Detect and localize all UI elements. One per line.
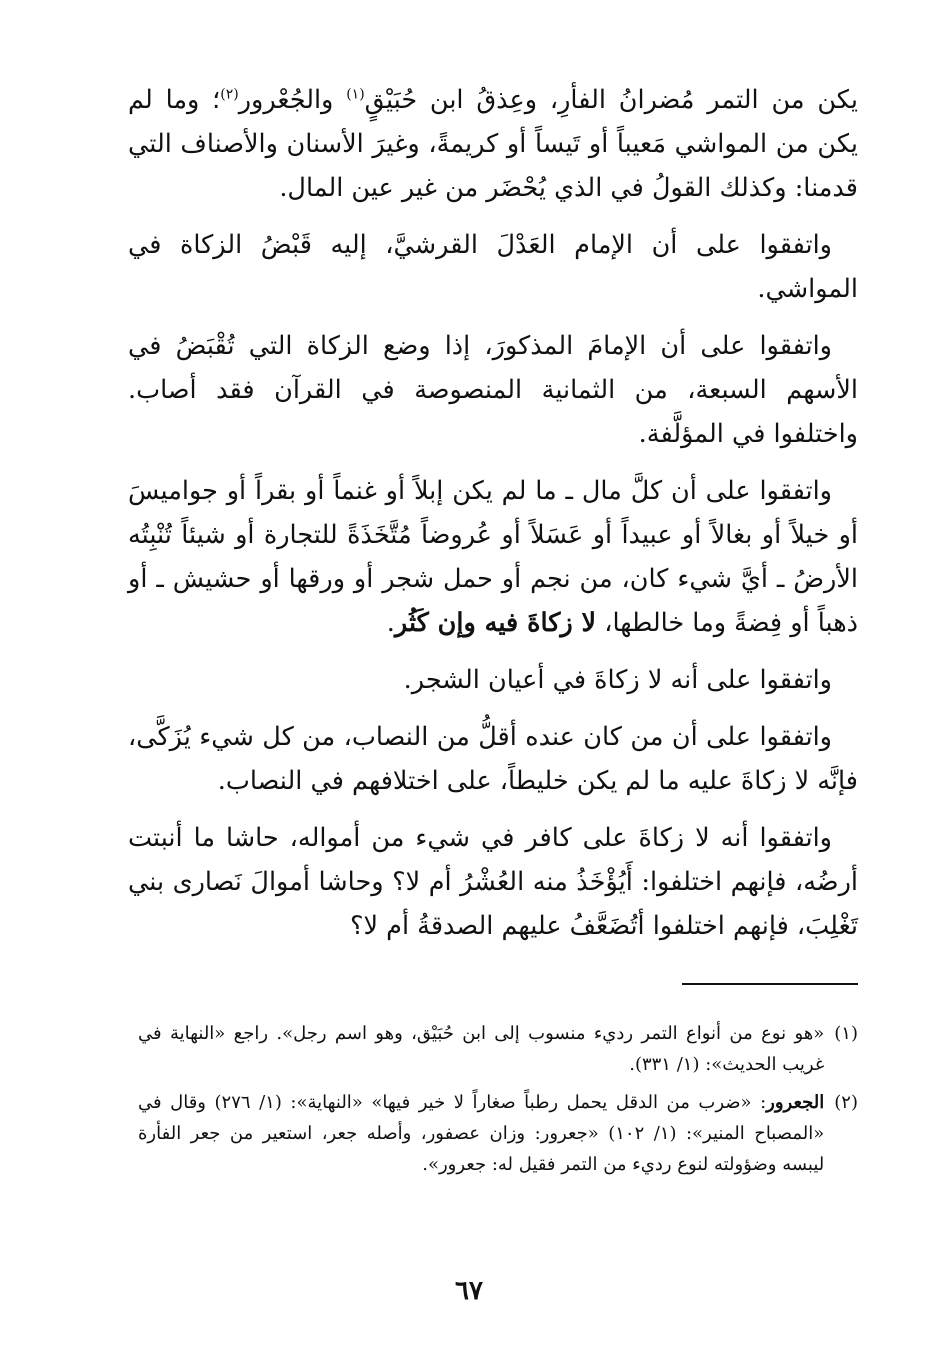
main-text — [128, 78, 858, 961]
page-number: ٦٧ — [455, 1276, 483, 1306]
paragraph-7: واتفقوا أنه لا زكاةَ على كافر في شيء من أمواله، حاشا ما أنبتت أرضُه، فإنهم اختلفوا: أَيُؤْخَذُ منه العُشْرُ أم لا؟ وحاشا أموالَ نَصارى بني تَغْلِبَ، فإنهم اختلفوا أتُضَعَّفُ عليهم الصدقةُ أم لا؟ — [128, 823, 858, 941]
paragraph-2: واتفقوا على أن الإمام العَدْلَ القرشيَّ، إليه قَبْضُ الزكاة في المواشي. — [128, 230, 858, 304]
footnote-2 — [138, 1087, 858, 1180]
footnote-text: «هو نوع من أنواع التمر رديء منسوب إلى ابن حُبَيْق، وهو اسم رجل». راجع «النهاية في غريب الحديث»: (١/ ٣٣١). — [138, 1023, 825, 1075]
footnote-text: الجعرور: «ضرب من الدقل يحمل رطباً صغاراً لا خير فيها» «النهاية»: (١/ ٢٧٦) وقال في «المصباح المنير»: (١/ ١٠٢) «جعرور: وزان عصفور، وأصله جعر، استعير من جعر الفأرة ليبسه وضؤولته لنوع رديء من التمر فقيل له: جعرور». — [138, 1092, 825, 1175]
paragraph-1: يكن من التمر مُضرانُ الفأرِ، وعِذقُ ابن حُبَيْقٍ$^{(١)}$ والجُعْرور$^{(٢)}$؛ وما لم يكن من المواشي مَعيباً أو تَيساً أو كريمةً، وغيرَ الأسنان والأصناف التي قدمنا: وكذلك القولُ في الذي يُحْضَر من غير عين المال. — [128, 85, 858, 203]
footnote-ref-2[interactable]: (٢) — [220, 86, 239, 103]
footnote-number: (٢) — [834, 1092, 858, 1113]
paragraph-4: واتفقوا على أن كلَّ مال ـ ما لم يكن إبلاً أو غنماً أو بقراً أو جواميسَ أو خيلاً أو بغالاً أو عبيداً أو عَسَلاً أو عُروضاً مُتَّخَذَةً للتجارة أو شيئاً تُنْبِتُه الأرضُ ـ أيَّ شيء كان، من نجم أو حمل شجر أو ورقها أو حشيش ـ أو ذهباً أو فِضةً وما خالطها، لا زكاةَ فيه وإن كَثُر. — [128, 476, 858, 638]
paragraph-5: واتفقوا على أنه لا زكاةَ في أعيان الشجر. — [403, 665, 832, 695]
paragraph-3: واتفقوا على أن الإمامَ المذكورَ، إذا وضع الزكاة التي تُقْبَضُ في الأسهم السبعة، من الثمانية المنصوصة في القرآن فقد أصاب. واختلفوا في المؤلَّفة. — [128, 331, 858, 449]
footnote-number: (١) — [834, 1023, 858, 1044]
footnote-1 — [138, 1018, 858, 1080]
paragraph-6: واتفقوا على أن من كان عنده أقلُّ من النصاب، من كل شيء يُزَكَّى، فإنَّه لا زكاةَ عليه ما لم يكن خليطاً، على اختلافهم في النصاب. — [128, 722, 858, 796]
footnote-term: الجعرور — [766, 1092, 825, 1113]
footnote-separator — [682, 983, 858, 985]
bold-phrase: لا زكاةَ فيه وإن كَثُر — [394, 608, 597, 638]
footnotes — [138, 1018, 858, 1187]
footnote-ref-1[interactable]: (١) — [346, 86, 365, 103]
